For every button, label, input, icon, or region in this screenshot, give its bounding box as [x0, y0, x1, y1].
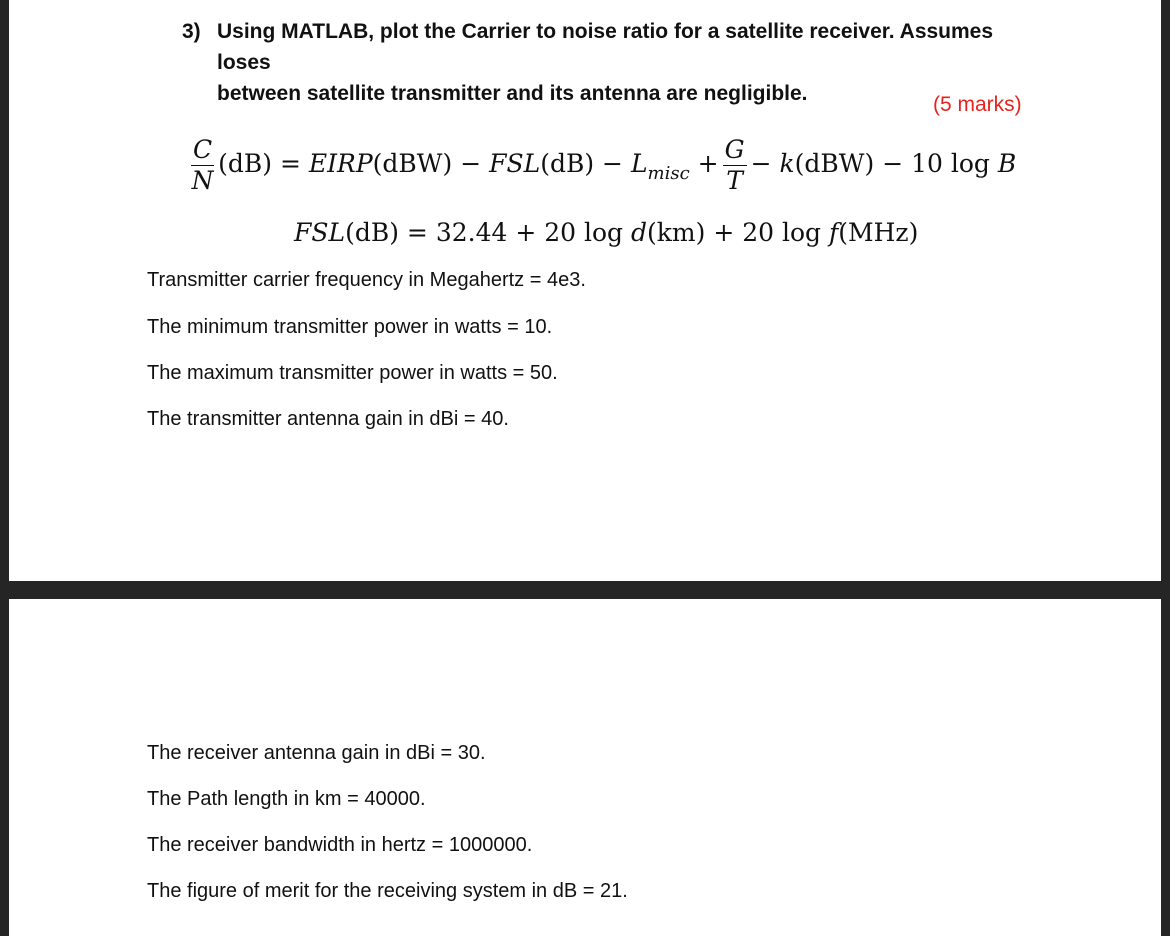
param-receiver-antenna-gain: The receiver antenna gain in dBi = 30.: [147, 742, 486, 764]
document-page-2: [9, 599, 1161, 936]
question-text-line-1: Using MATLAB, plot the Carrier to noise ratio for a satellite receiver. Assumes loses: [217, 20, 994, 74]
gt-fraction: $\frac{G}{T}$: [724, 135, 745, 195]
param-receiver-bandwidth: The receiver bandwidth in hertz = 1000000.: [147, 834, 533, 856]
param-carrier-frequency: Transmitter carrier frequency in Megahertz = 4e3.: [147, 269, 586, 291]
free-space-loss-equation: FSL(dB) = 32.44 + 20 log d(km) + 20 log f(MHz): [294, 218, 919, 247]
param-path-length: The Path length in km = 40000.: [147, 788, 426, 810]
carrier-to-noise-equation: $\frac{C}{N}$ (dB) = EIRP(dBW) − $FSL(dB) - L_{misc}$ + $\frac{G}{T}$ − k(dBW) − 10 log B: [191, 135, 1017, 195]
cn-fraction: $\frac{C}{N}$: [191, 135, 214, 195]
document-page-1: [9, 0, 1161, 581]
question-heading: [182, 16, 1052, 109]
question-number: 3): [182, 20, 201, 43]
param-max-transmitter-power: The maximum transmitter power in watts = 50.: [147, 362, 558, 384]
param-min-transmitter-power: The minimum transmitter power in watts = 10.: [147, 316, 553, 338]
question-text-line-2: between satellite transmitter and its antenna are negligible.: [217, 82, 808, 105]
param-figure-of-merit: The figure of merit for the receiving system in dB = 21.: [147, 880, 628, 902]
param-transmitter-antenna-gain: The transmitter antenna gain in dBi = 40.: [147, 408, 509, 430]
marks-label: (5 marks): [933, 93, 1022, 116]
